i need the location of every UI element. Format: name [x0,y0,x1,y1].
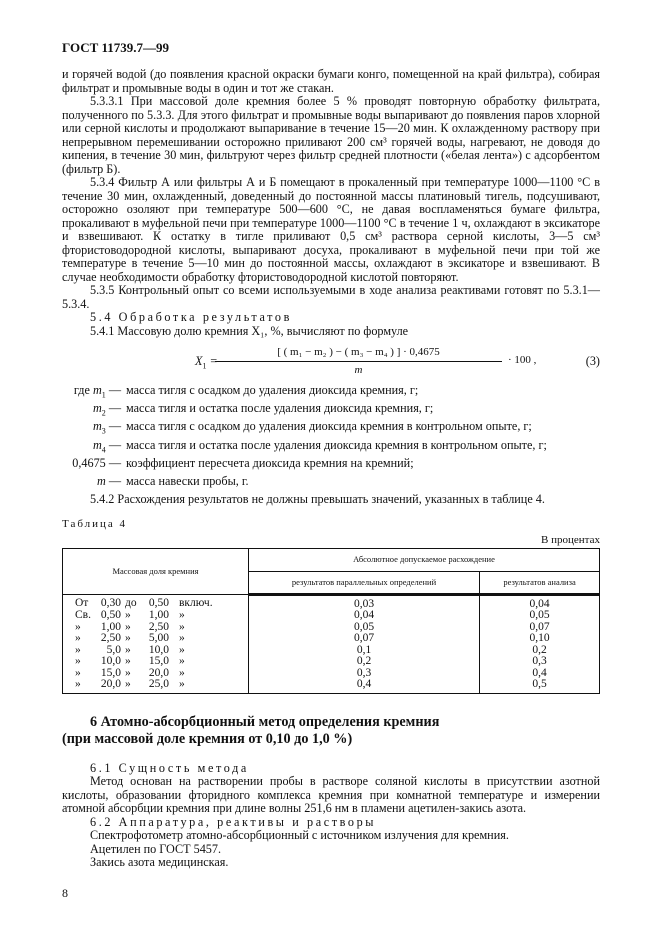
parallel-value-cell: 0,2 [249,656,480,668]
legend-text: масса тигля с осадком до удаления диоксида кремния в контрольном опыте, г; [126,419,532,434]
analysis-value-cell: 0,2 [480,645,600,657]
parallel-value-cell: 0,03 [249,594,480,610]
paragraph-5-4-1: 5.4.1 Массовую долю кремния X₁, %, вычисляют по формуле [90,323,409,338]
range-cell: » 10,0 » 15,0 » [63,656,249,668]
formula-number: (3) [585,354,600,368]
formula-legend [62,384,600,493]
section-6-2-title: 6.2 Аппаратура, реактивы и растворы [90,814,377,829]
legend-text: масса тигля и остатка после удаления диоксида кремния, г; [126,401,434,416]
legend-item [62,475,600,493]
paragraph-continuation: и горячей водой (до появления красной окраски бумаги конго, помещенной на край фильтра), собирая фильтрат и промывные воды в один и тот же стакан. [62,67,600,95]
legend-symbol: $m_2$ — [92,401,121,418]
table-4 [62,548,600,694]
analysis-value-cell: 0,4 [480,668,600,680]
range-cell: » 2,50 » 5,00 » [63,633,249,645]
legend-symbol: $m_3$ — [92,419,121,436]
column-header-parallel: результатов параллельных определений [249,571,480,594]
page-number: 8 [62,885,68,900]
legend-text: масса навески пробы, г. [126,474,249,489]
column-group-header: Абсолютное допускаемое расхождение [249,548,600,571]
column-header-mass-fraction: Массовая доля кремния [63,548,249,594]
paragraph-5-4-2: 5.4.2 Расхождения результатов не должны превышать значений, указанных в таблице 4. [90,492,545,507]
range-cell: » 15,0 » 20,0 » [63,668,249,680]
section-5-4-title: 5.4 Обработка результатов [90,310,292,324]
legend-symbol: m — [96,474,121,489]
legend-item [62,384,600,402]
range-cell: » 5,0 » 10,0 » [63,645,249,657]
parallel-value-cell: 0,04 [249,610,480,622]
legend-symbol: 0,4675 — [72,455,121,470]
document-page [62,0,600,920]
legend-symbol: где $m_1$ — [73,383,121,400]
table-row [63,622,600,634]
equipment-item: Ацетилен по ГОСТ 5457. [90,841,222,856]
formula-multiplier: · 100 , [508,354,537,366]
table-unit: В процентах [541,533,600,546]
parallel-value-cell: 0,05 [249,622,480,634]
range-cell: Св. 0,50 » 1,00 » [63,610,249,622]
section-6-title-line2: (при массовой доле кремния от 0,10 до 1,0 %) [62,730,353,747]
table-row [63,679,600,693]
legend-symbol: $m_4$ — [92,437,121,455]
table-row [63,668,600,680]
paragraph-5-3-3-1: 5.3.3.1 При массовой доле кремния более 5 % проводят повторную обработку фильтрата, полученного по 5.3.3. Для этого фильтрат и промывные воды выпаривают до появления паров хлорной или серной кислоты и продолжают выпаривание в течение 15—20 мин. К охлажденному раствору при непрерывном перемешивании осторожно приливают 200 см³ горячей воды, нагревают, не доводя до кипения, в течение 30 мин, фильтруют через фильтр средней плотности («белая лента») с адсорбентом (фильтр Б). [62,94,600,176]
table-row [63,633,600,645]
legend-item [62,439,600,457]
analysis-value-cell: 0,5 [480,679,600,693]
table-row [63,594,600,610]
paragraph-5-3-4: 5.3.4 Фильтр А или фильтры А и Б помещают в прокаленный при температуре 1000—1100 °С в течение 30 мин, охлажденный, доведенный до постоянной массы платиновый тигель, подсушивают, осторожно озоляют при температуре 500—600 °С, не давая воспламеняться бумаге фильтра, прокаливают в муфельной печи при температуре 1000—1100 °С в течение 1 ч, охлаждают в эксикаторе и взвешивают. К остатку в тигле приливают 0,5 см³ раствора серной кислоты, 3—5 см³ фтористоводородной кислоты, выпаривают досуха, прокаливают в муфельной печи при той же температуре в течение 5—10 мин до постоянной массы, охлаждают в эксикаторе и взвешивают. В случае необходимости обработку фтористоводородной кислотой повторяют. [62,175,600,284]
legend-item [62,402,600,420]
legend-text: коэффициент пересчета диоксида кремния на кремний; [126,455,414,470]
body-text-top [62,68,600,338]
equipment-item: Закись азота медицинская. [90,855,229,870]
range-cell: » 20,0 » 25,0 » [63,679,249,693]
legend-text: масса тигля с осадком до удаления диоксида кремния, г; [126,383,419,397]
legend-text: масса тигля и остатка после удаления диоксида кремния в контрольном опыте, г; [126,437,547,452]
analysis-value-cell: 0,3 [480,656,600,668]
parallel-value-cell: 0,1 [249,645,480,657]
table-caption: Таблица 4 [62,517,128,530]
section-6-1-text: Метод основан на растворении пробы в растворе соляной кислоты в присутствии азотной кислоты, образовании фторидного комплекса кремния при комнатной температуре и измерении атомной абсорбции кремния при длине волны 251,6 нм в пламени ацетилен-закись азота. [62,774,600,816]
table-row [63,645,600,657]
analysis-value-cell: 0,04 [480,594,600,610]
table-row [63,656,600,668]
legend-item [62,420,600,438]
paragraph-5-3-5: 5.3.5 Контрольный опыт со всеми используемыми в ходе анализа реактивами готовят по 5.3.1—5.3.4. [62,283,600,311]
parallel-value-cell: 0,4 [249,679,480,693]
analysis-value-cell: 0,07 [480,622,600,634]
table-row [63,610,600,622]
section-6-title-line1: 6 Атомно-абсорбционный метод определения кремния [90,713,440,730]
parallel-value-cell: 0,07 [249,633,480,645]
analysis-value-cell: 0,05 [480,610,600,622]
range-cell: От 0,30 до 0,50 включ. [63,594,249,610]
legend-item [62,457,600,475]
formula-numerator: [ ( m₁ − m₂ ) − ( m₃ − m₄ ) ] · 0,4675 [215,346,502,362]
range-cell: » 1,00 » 2,50 » [63,622,249,634]
analysis-value-cell: 0,10 [480,633,600,645]
formula-3 [62,346,600,378]
document-header: ГОСТ 11739.7—99 [62,40,170,55]
formula-denominator: m [354,364,363,376]
parallel-value-cell: 0,3 [249,668,480,680]
column-header-analysis: результатов анализа [480,571,600,594]
section-6-1-title: 6.1 Сущность метода [90,760,249,775]
section-6-heading [62,713,600,748]
equipment-item: Спектрофотометр атомно-абсорбционный с источником излучения для кремния. [90,828,509,843]
section-6-body [62,762,600,870]
formula-lhs: $X_1$ = [195,354,218,371]
